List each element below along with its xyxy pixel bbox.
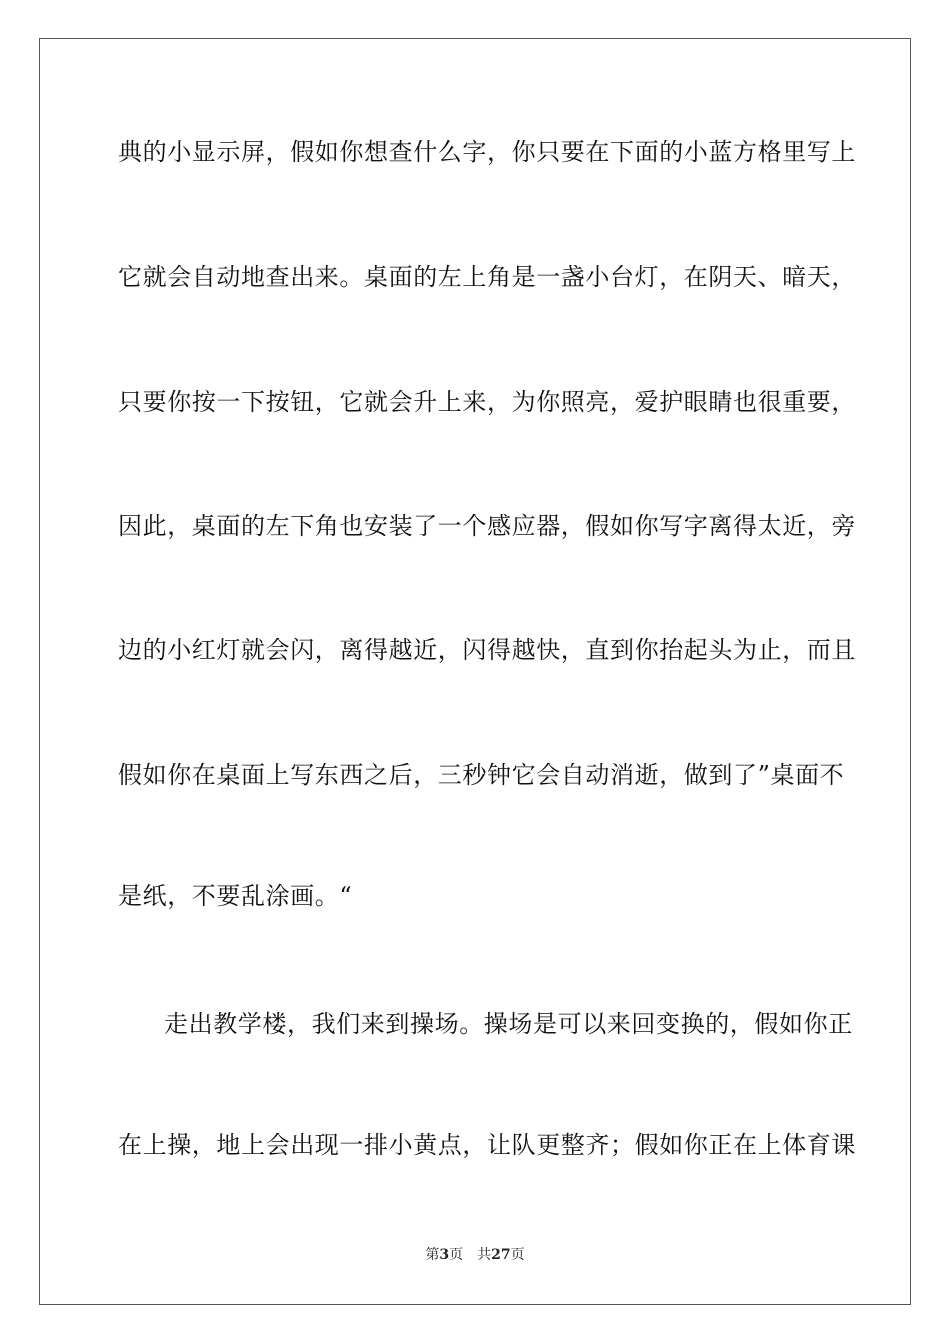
page-suffix: 页	[449, 1247, 464, 1263]
text-line-9: 在上操，地上会出现一排小黄点，让队更整齐；假如你正在上体育课	[118, 1131, 856, 1159]
total-prefix: 共	[477, 1247, 492, 1263]
total-suffix: 页	[510, 1247, 525, 1263]
page-total: 27	[491, 1247, 511, 1263]
text-line-8: 走出教学楼，我们来到操场。操场是可以来回变换的，假如你正	[164, 1010, 853, 1038]
page-prefix: 第	[425, 1247, 440, 1263]
page-frame	[39, 38, 911, 1305]
text-line-1: 典的小显示屏，假如你想查什么字，你只要在下面的小蓝方格里写上	[118, 138, 856, 166]
text-line-5: 边的小红灯就会闪，离得越近，闪得越快，直到你抬起头为止，而且	[118, 636, 856, 664]
page-current: 3	[439, 1247, 450, 1263]
text-line-3: 只要你按一下按钮，它就会升上来，为你照亮，爱护眼睛也很重要，	[118, 388, 856, 416]
text-line-2: 它就会自动地查出来。桌面的左上角是一盏小台灯，在阴天、暗天，	[118, 263, 856, 291]
text-line-7: 是纸，不要乱涂画。“	[118, 882, 353, 910]
text-line-6: 假如你在桌面上写东西之后，三秒钟它会自动消逝，做到了”桌面不	[118, 761, 845, 789]
page-footer	[0, 1246, 950, 1264]
text-line-4: 因此，桌面的左下角也安装了一个感应器，假如你写字离得太近，旁	[118, 512, 856, 540]
